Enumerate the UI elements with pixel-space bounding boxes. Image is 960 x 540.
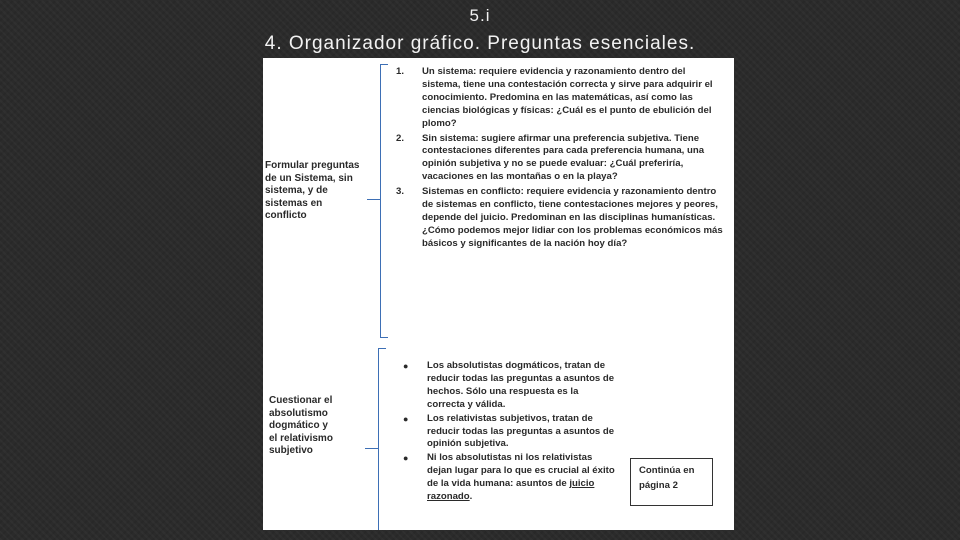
numbered-list bbox=[396, 66, 726, 251]
bracket-top bbox=[381, 64, 388, 65]
bracket-bottom bbox=[381, 337, 388, 338]
list-item bbox=[396, 186, 726, 251]
bracket-pointer bbox=[365, 448, 379, 449]
section1-label-line: sistema, y de bbox=[265, 185, 328, 196]
underlined-term: juicio razonado bbox=[427, 478, 595, 503]
bullet-icon: ● bbox=[403, 453, 409, 464]
list-item bbox=[403, 413, 618, 452]
section1-bracket bbox=[380, 64, 381, 338]
section1-label-line: sistemas en bbox=[265, 197, 323, 209]
section2-label bbox=[269, 395, 369, 458]
list-text: Sistemas en conflicto: requiere evidencia y razonamiento dentro de sistemas en conflicto, tiene contestaciones mejores y peores, depende del juicio. Predominan en las disciplinas humanísticas. ¿Cómo podemos mejor lidiar con los problemas económicos más básicos y significantes de la nación hoy día? bbox=[422, 186, 723, 249]
list-number: 2. bbox=[396, 132, 405, 144]
section2-label-line: subjetivo bbox=[269, 445, 313, 456]
section1-label-line: Formular preguntas bbox=[265, 160, 360, 171]
list-item bbox=[403, 360, 618, 412]
list-text: Un sistema: requiere evidencia y razonamiento dentro del sistema, tiene una contestación correcta y sirve para adquirir el conocimiento. Predomina en las matemáticas, así como las ciencias biológicas y físicas: ¿Cuál es el punto de ebulición del plomo? bbox=[422, 66, 713, 129]
continue-box-line: Continúa en bbox=[639, 465, 695, 476]
section2-label-line: el relativismo bbox=[269, 432, 333, 444]
continue-box bbox=[630, 458, 713, 506]
section2-label-line: dogmático y bbox=[269, 420, 328, 431]
section1-label-line: conflicto bbox=[265, 210, 307, 221]
slide-number: 5.i bbox=[469, 6, 491, 25]
continue-box-line: página 2 bbox=[639, 480, 678, 491]
bracket-top bbox=[379, 348, 386, 349]
list-text: Los absolutistas dogmáticos, tratan de reducir todas las preguntas a asuntos de hechos. Sólo una respuesta es la correcta y válida. bbox=[427, 360, 615, 410]
bullet-icon: ● bbox=[403, 413, 409, 424]
section1-label bbox=[265, 160, 377, 223]
section1-label-line: de un Sistema, sin bbox=[265, 172, 353, 184]
list-text: Sin sistema: sugiere afirmar una preferencia subjetiva. Tiene contestaciones diferentes para cada preferencia humana, una opinión subjetiva y no se puede evaluar: ¿Cuál preferiría, vacaciones en las montañas o en la playa? bbox=[422, 132, 705, 183]
bracket-pointer bbox=[367, 199, 381, 200]
list-text-part: . bbox=[469, 491, 473, 503]
list-number: 3. bbox=[396, 186, 405, 198]
list-text-part: Ni los absolutistas ni los relativistas dejan lugar para lo que es crucial al éxito de la vida humana: asuntos de bbox=[427, 452, 615, 490]
section2-label-line: absolutismo bbox=[269, 407, 328, 419]
section2-bracket bbox=[378, 348, 379, 530]
list-item bbox=[396, 133, 726, 185]
document-image bbox=[263, 58, 734, 530]
slide-title: 4. Organizador gráfico. Preguntas esenciales. bbox=[264, 33, 696, 54]
list-item bbox=[403, 452, 618, 504]
bullet-icon: ● bbox=[403, 361, 409, 371]
list-text: Los relativistas subjetivos, tratan de reducir todas las preguntas a asuntos de opinión subjetiva. bbox=[427, 412, 615, 450]
list-item bbox=[396, 66, 726, 131]
bullet-list bbox=[403, 360, 618, 504]
section2-label-line: Cuestionar el bbox=[269, 395, 333, 406]
list-text bbox=[427, 452, 618, 504]
list-number: 1. bbox=[396, 66, 405, 77]
